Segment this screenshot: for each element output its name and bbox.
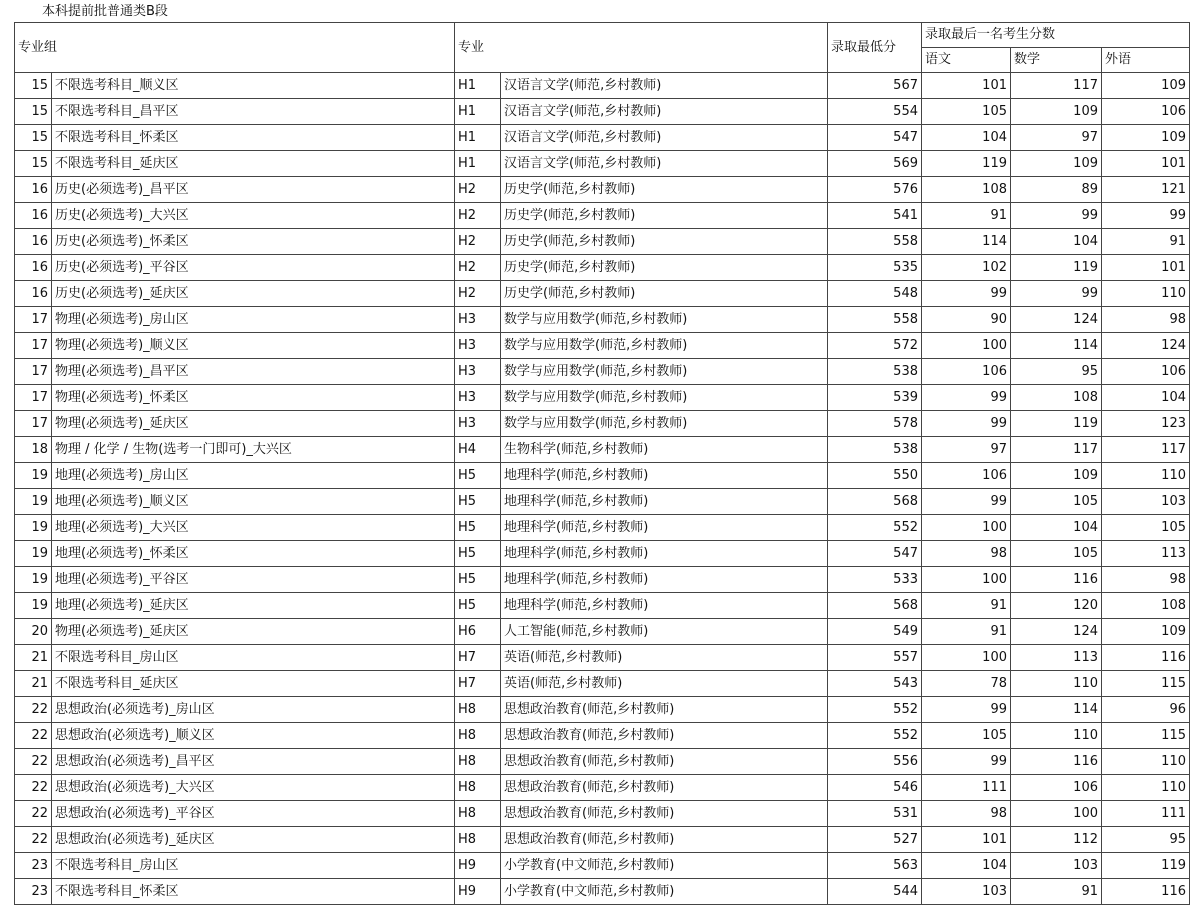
group-name-cell: 不限选考科目_昌平区 (52, 99, 455, 125)
major-name-cell: 地理科学(师范,乡村教师) (501, 567, 828, 593)
group-number-cell: 15 (15, 125, 52, 151)
group-name-cell: 物理(必须选考)_延庆区 (52, 619, 455, 645)
min-score-cell: 563 (828, 853, 922, 879)
group-number-cell: 21 (15, 645, 52, 671)
english-score-cell: 117 (1102, 437, 1190, 463)
group-name-cell: 思想政治(必须选考)_房山区 (52, 697, 455, 723)
group-number-cell: 21 (15, 671, 52, 697)
chinese-score-cell: 91 (922, 593, 1011, 619)
chinese-score-cell: 91 (922, 619, 1011, 645)
major-name-cell: 数学与应用数学(师范,乡村教师) (501, 333, 828, 359)
major-code-cell: H2 (455, 229, 501, 255)
group-name-cell: 地理(必须选考)_平谷区 (52, 567, 455, 593)
major-code-cell: H8 (455, 801, 501, 827)
table-row (15, 333, 1190, 359)
min-score-cell: 539 (828, 385, 922, 411)
major-name-cell: 小学教育(中文师范,乡村教师) (501, 853, 828, 879)
chinese-score-cell: 105 (922, 99, 1011, 125)
header-math: 数学 (1011, 48, 1102, 73)
group-name-cell: 不限选考科目_怀柔区 (52, 879, 455, 905)
chinese-score-cell: 99 (922, 749, 1011, 775)
group-number-cell: 19 (15, 567, 52, 593)
math-score-cell: 113 (1011, 645, 1102, 671)
chinese-score-cell: 105 (922, 723, 1011, 749)
math-score-cell: 104 (1011, 515, 1102, 541)
math-score-cell: 99 (1011, 203, 1102, 229)
major-code-cell: H8 (455, 697, 501, 723)
min-score-cell: 572 (828, 333, 922, 359)
group-name-cell: 思想政治(必须选考)_大兴区 (52, 775, 455, 801)
table-row (15, 593, 1190, 619)
chinese-score-cell: 99 (922, 697, 1011, 723)
english-score-cell: 115 (1102, 723, 1190, 749)
chinese-score-cell: 78 (922, 671, 1011, 697)
group-name-cell: 物理 / 化学 / 生物(选考一门即可)_大兴区 (52, 437, 455, 463)
major-name-cell: 生物科学(师范,乡村教师) (501, 437, 828, 463)
table-row (15, 567, 1190, 593)
group-number-cell: 23 (15, 879, 52, 905)
table-row (15, 411, 1190, 437)
min-score-cell: 531 (828, 801, 922, 827)
table-row (15, 281, 1190, 307)
chinese-score-cell: 106 (922, 463, 1011, 489)
math-score-cell: 103 (1011, 853, 1102, 879)
chinese-score-cell: 104 (922, 125, 1011, 151)
math-score-cell: 112 (1011, 827, 1102, 853)
group-number-cell: 17 (15, 307, 52, 333)
group-number-cell: 16 (15, 281, 52, 307)
header-english: 外语 (1102, 48, 1190, 73)
table-row (15, 177, 1190, 203)
group-name-cell: 物理(必须选考)_顺义区 (52, 333, 455, 359)
min-score-cell: 568 (828, 489, 922, 515)
math-score-cell: 116 (1011, 567, 1102, 593)
english-score-cell: 116 (1102, 645, 1190, 671)
min-score-cell: 547 (828, 125, 922, 151)
major-name-cell: 思想政治教育(师范,乡村教师) (501, 775, 828, 801)
min-score-cell: 554 (828, 99, 922, 125)
major-name-cell: 历史学(师范,乡村教师) (501, 203, 828, 229)
group-number-cell: 22 (15, 827, 52, 853)
english-score-cell: 109 (1102, 619, 1190, 645)
math-score-cell: 116 (1011, 749, 1102, 775)
english-score-cell: 109 (1102, 125, 1190, 151)
chinese-score-cell: 98 (922, 801, 1011, 827)
chinese-score-cell: 99 (922, 281, 1011, 307)
math-score-cell: 124 (1011, 307, 1102, 333)
table-row (15, 775, 1190, 801)
min-score-cell: 567 (828, 73, 922, 99)
table-row (15, 723, 1190, 749)
group-number-cell: 16 (15, 229, 52, 255)
major-code-cell: H3 (455, 411, 501, 437)
min-score-cell: 549 (828, 619, 922, 645)
english-score-cell: 98 (1102, 307, 1190, 333)
min-score-cell: 538 (828, 437, 922, 463)
major-name-cell: 思想政治教育(师范,乡村教师) (501, 697, 828, 723)
chinese-score-cell: 99 (922, 411, 1011, 437)
min-score-cell: 552 (828, 723, 922, 749)
min-score-cell: 538 (828, 359, 922, 385)
major-code-cell: H2 (455, 203, 501, 229)
group-number-cell: 22 (15, 697, 52, 723)
english-score-cell: 110 (1102, 775, 1190, 801)
min-score-cell: 543 (828, 671, 922, 697)
english-score-cell: 101 (1102, 255, 1190, 281)
major-name-cell: 汉语言文学(师范,乡村教师) (501, 99, 828, 125)
english-score-cell: 123 (1102, 411, 1190, 437)
chinese-score-cell: 114 (922, 229, 1011, 255)
math-score-cell: 91 (1011, 879, 1102, 905)
chinese-score-cell: 90 (922, 307, 1011, 333)
major-code-cell: H5 (455, 463, 501, 489)
group-name-cell: 地理(必须选考)_延庆区 (52, 593, 455, 619)
chinese-score-cell: 101 (922, 827, 1011, 853)
min-score-cell: 550 (828, 463, 922, 489)
table-row (15, 879, 1190, 905)
major-name-cell: 历史学(师范,乡村教师) (501, 229, 828, 255)
table-body (15, 73, 1190, 905)
math-score-cell: 109 (1011, 151, 1102, 177)
major-name-cell: 历史学(师范,乡村教师) (501, 281, 828, 307)
group-name-cell: 物理(必须选考)_延庆区 (52, 411, 455, 437)
english-score-cell: 124 (1102, 333, 1190, 359)
group-name-cell: 历史(必须选考)_平谷区 (52, 255, 455, 281)
group-number-cell: 18 (15, 437, 52, 463)
chinese-score-cell: 99 (922, 489, 1011, 515)
chinese-score-cell: 100 (922, 567, 1011, 593)
min-score-cell: 546 (828, 775, 922, 801)
major-code-cell: H9 (455, 879, 501, 905)
chinese-score-cell: 91 (922, 203, 1011, 229)
group-number-cell: 22 (15, 801, 52, 827)
table-row (15, 437, 1190, 463)
major-name-cell: 数学与应用数学(师范,乡村教师) (501, 307, 828, 333)
group-number-cell: 22 (15, 749, 52, 775)
math-score-cell: 100 (1011, 801, 1102, 827)
major-name-cell: 历史学(师范,乡村教师) (501, 177, 828, 203)
chinese-score-cell: 108 (922, 177, 1011, 203)
major-name-cell: 历史学(师范,乡村教师) (501, 255, 828, 281)
group-number-cell: 16 (15, 177, 52, 203)
math-score-cell: 114 (1011, 697, 1102, 723)
major-name-cell: 小学教育(中文师范,乡村教师) (501, 879, 828, 905)
group-name-cell: 历史(必须选考)_怀柔区 (52, 229, 455, 255)
english-score-cell: 119 (1102, 853, 1190, 879)
chinese-score-cell: 104 (922, 853, 1011, 879)
table-caption: 本科提前批普通类B段 (42, 4, 168, 19)
group-number-cell: 15 (15, 73, 52, 99)
english-score-cell: 110 (1102, 281, 1190, 307)
major-code-cell: H3 (455, 359, 501, 385)
chinese-score-cell: 100 (922, 333, 1011, 359)
admission-scores-table (14, 22, 1190, 905)
min-score-cell: 569 (828, 151, 922, 177)
min-score-cell: 558 (828, 229, 922, 255)
major-code-cell: H7 (455, 645, 501, 671)
table-row (15, 151, 1190, 177)
math-score-cell: 105 (1011, 489, 1102, 515)
english-score-cell: 106 (1102, 359, 1190, 385)
min-score-cell: 547 (828, 541, 922, 567)
table-row (15, 229, 1190, 255)
math-score-cell: 109 (1011, 99, 1102, 125)
chinese-score-cell: 101 (922, 73, 1011, 99)
group-number-cell: 17 (15, 359, 52, 385)
min-score-cell: 568 (828, 593, 922, 619)
table-row (15, 255, 1190, 281)
min-score-cell: 527 (828, 827, 922, 853)
group-name-cell: 不限选考科目_怀柔区 (52, 125, 455, 151)
english-score-cell: 104 (1102, 385, 1190, 411)
group-number-cell: 19 (15, 541, 52, 567)
header-min-score: 录取最低分 (828, 23, 922, 73)
major-code-cell: H8 (455, 775, 501, 801)
min-score-cell: 548 (828, 281, 922, 307)
chinese-score-cell: 97 (922, 437, 1011, 463)
major-code-cell: H8 (455, 723, 501, 749)
group-number-cell: 20 (15, 619, 52, 645)
english-score-cell: 96 (1102, 697, 1190, 723)
group-name-cell: 地理(必须选考)_房山区 (52, 463, 455, 489)
major-name-cell: 汉语言文学(师范,乡村教师) (501, 151, 828, 177)
major-name-cell: 英语(师范,乡村教师) (501, 671, 828, 697)
major-code-cell: H1 (455, 125, 501, 151)
english-score-cell: 116 (1102, 879, 1190, 905)
group-name-cell: 思想政治(必须选考)_延庆区 (52, 827, 455, 853)
major-code-cell: H3 (455, 307, 501, 333)
table-row (15, 697, 1190, 723)
group-name-cell: 历史(必须选考)_延庆区 (52, 281, 455, 307)
min-score-cell: 576 (828, 177, 922, 203)
group-name-cell: 地理(必须选考)_顺义区 (52, 489, 455, 515)
math-score-cell: 106 (1011, 775, 1102, 801)
english-score-cell: 99 (1102, 203, 1190, 229)
group-name-cell: 思想政治(必须选考)_顺义区 (52, 723, 455, 749)
min-score-cell: 578 (828, 411, 922, 437)
table-row (15, 73, 1190, 99)
major-name-cell: 汉语言文学(师范,乡村教师) (501, 73, 828, 99)
major-name-cell: 思想政治教育(师范,乡村教师) (501, 801, 828, 827)
chinese-score-cell: 103 (922, 879, 1011, 905)
table-row (15, 645, 1190, 671)
table-header (15, 23, 1190, 73)
major-code-cell: H1 (455, 99, 501, 125)
major-code-cell: H4 (455, 437, 501, 463)
major-code-cell: H5 (455, 489, 501, 515)
major-code-cell: H7 (455, 671, 501, 697)
min-score-cell: 535 (828, 255, 922, 281)
table-row (15, 827, 1190, 853)
english-score-cell: 95 (1102, 827, 1190, 853)
major-name-cell: 数学与应用数学(师范,乡村教师) (501, 385, 828, 411)
english-score-cell: 113 (1102, 541, 1190, 567)
table-row (15, 125, 1190, 151)
group-number-cell: 17 (15, 333, 52, 359)
math-score-cell: 110 (1011, 671, 1102, 697)
major-code-cell: H6 (455, 619, 501, 645)
min-score-cell: 556 (828, 749, 922, 775)
english-score-cell: 111 (1102, 801, 1190, 827)
major-name-cell: 数学与应用数学(师范,乡村教师) (501, 359, 828, 385)
group-name-cell: 物理(必须选考)_昌平区 (52, 359, 455, 385)
group-number-cell: 19 (15, 593, 52, 619)
chinese-score-cell: 119 (922, 151, 1011, 177)
min-score-cell: 552 (828, 515, 922, 541)
major-code-cell: H8 (455, 827, 501, 853)
major-code-cell: H3 (455, 385, 501, 411)
group-number-cell: 23 (15, 853, 52, 879)
english-score-cell: 98 (1102, 567, 1190, 593)
chinese-score-cell: 111 (922, 775, 1011, 801)
math-score-cell: 117 (1011, 437, 1102, 463)
table-row (15, 489, 1190, 515)
group-name-cell: 地理(必须选考)_怀柔区 (52, 541, 455, 567)
group-name-cell: 不限选考科目_顺义区 (52, 73, 455, 99)
english-score-cell: 108 (1102, 593, 1190, 619)
group-number-cell: 22 (15, 723, 52, 749)
group-number-cell: 19 (15, 515, 52, 541)
major-code-cell: H2 (455, 177, 501, 203)
group-number-cell: 19 (15, 489, 52, 515)
chinese-score-cell: 106 (922, 359, 1011, 385)
group-name-cell: 不限选考科目_房山区 (52, 853, 455, 879)
english-score-cell: 110 (1102, 749, 1190, 775)
min-score-cell: 558 (828, 307, 922, 333)
group-number-cell: 16 (15, 255, 52, 281)
english-score-cell: 109 (1102, 73, 1190, 99)
group-name-cell: 历史(必须选考)_昌平区 (52, 177, 455, 203)
english-score-cell: 121 (1102, 177, 1190, 203)
english-score-cell: 115 (1102, 671, 1190, 697)
english-score-cell: 101 (1102, 151, 1190, 177)
table-row (15, 671, 1190, 697)
major-code-cell: H5 (455, 593, 501, 619)
major-name-cell: 人工智能(师范,乡村教师) (501, 619, 828, 645)
group-number-cell: 16 (15, 203, 52, 229)
table-row (15, 203, 1190, 229)
header-group: 专业组 (15, 23, 455, 73)
math-score-cell: 97 (1011, 125, 1102, 151)
math-score-cell: 89 (1011, 177, 1102, 203)
group-name-cell: 历史(必须选考)_大兴区 (52, 203, 455, 229)
major-code-cell: H2 (455, 255, 501, 281)
major-code-cell: H1 (455, 73, 501, 99)
major-code-cell: H1 (455, 151, 501, 177)
math-score-cell: 119 (1011, 411, 1102, 437)
english-score-cell: 103 (1102, 489, 1190, 515)
table-row (15, 463, 1190, 489)
min-score-cell: 544 (828, 879, 922, 905)
group-name-cell: 地理(必须选考)_大兴区 (52, 515, 455, 541)
table-row (15, 385, 1190, 411)
major-code-cell: H5 (455, 515, 501, 541)
min-score-cell: 541 (828, 203, 922, 229)
major-name-cell: 地理科学(师范,乡村教师) (501, 593, 828, 619)
major-name-cell: 英语(师范,乡村教师) (501, 645, 828, 671)
chinese-score-cell: 98 (922, 541, 1011, 567)
header-last-scores: 录取最后一名考生分数 (922, 23, 1190, 48)
math-score-cell: 109 (1011, 463, 1102, 489)
major-code-cell: H8 (455, 749, 501, 775)
major-code-cell: H3 (455, 333, 501, 359)
chinese-score-cell: 100 (922, 515, 1011, 541)
math-score-cell: 105 (1011, 541, 1102, 567)
major-name-cell: 思想政治教育(师范,乡村教师) (501, 827, 828, 853)
table-row (15, 359, 1190, 385)
header-major: 专业 (455, 23, 828, 73)
major-name-cell: 地理科学(师范,乡村教师) (501, 515, 828, 541)
min-score-cell: 557 (828, 645, 922, 671)
english-score-cell: 105 (1102, 515, 1190, 541)
group-number-cell: 17 (15, 411, 52, 437)
english-score-cell: 106 (1102, 99, 1190, 125)
group-name-cell: 物理(必须选考)_怀柔区 (52, 385, 455, 411)
math-score-cell: 95 (1011, 359, 1102, 385)
major-code-cell: H5 (455, 541, 501, 567)
chinese-score-cell: 100 (922, 645, 1011, 671)
group-number-cell: 19 (15, 463, 52, 489)
math-score-cell: 117 (1011, 73, 1102, 99)
major-name-cell: 数学与应用数学(师范,乡村教师) (501, 411, 828, 437)
major-code-cell: H9 (455, 853, 501, 879)
group-number-cell: 22 (15, 775, 52, 801)
group-name-cell: 不限选考科目_延庆区 (52, 671, 455, 697)
group-name-cell: 思想政治(必须选考)_昌平区 (52, 749, 455, 775)
group-number-cell: 15 (15, 99, 52, 125)
chinese-score-cell: 99 (922, 385, 1011, 411)
major-name-cell: 汉语言文学(师范,乡村教师) (501, 125, 828, 151)
math-score-cell: 99 (1011, 281, 1102, 307)
math-score-cell: 104 (1011, 229, 1102, 255)
table-row (15, 515, 1190, 541)
min-score-cell: 552 (828, 697, 922, 723)
table-row (15, 99, 1190, 125)
major-name-cell: 地理科学(师范,乡村教师) (501, 489, 828, 515)
table-row (15, 307, 1190, 333)
english-score-cell: 110 (1102, 463, 1190, 489)
chinese-score-cell: 102 (922, 255, 1011, 281)
group-number-cell: 15 (15, 151, 52, 177)
header-chinese: 语文 (922, 48, 1011, 73)
major-name-cell: 地理科学(师范,乡村教师) (501, 541, 828, 567)
major-name-cell: 思想政治教育(师范,乡村教师) (501, 749, 828, 775)
table-row (15, 619, 1190, 645)
math-score-cell: 108 (1011, 385, 1102, 411)
table-row (15, 749, 1190, 775)
math-score-cell: 120 (1011, 593, 1102, 619)
math-score-cell: 110 (1011, 723, 1102, 749)
table-row (15, 541, 1190, 567)
group-name-cell: 不限选考科目_房山区 (52, 645, 455, 671)
group-name-cell: 不限选考科目_延庆区 (52, 151, 455, 177)
math-score-cell: 119 (1011, 255, 1102, 281)
group-name-cell: 物理(必须选考)_房山区 (52, 307, 455, 333)
english-score-cell: 91 (1102, 229, 1190, 255)
major-name-cell: 思想政治教育(师范,乡村教师) (501, 723, 828, 749)
min-score-cell: 533 (828, 567, 922, 593)
math-score-cell: 114 (1011, 333, 1102, 359)
major-code-cell: H2 (455, 281, 501, 307)
table-row (15, 853, 1190, 879)
major-name-cell: 地理科学(师范,乡村教师) (501, 463, 828, 489)
table-row (15, 801, 1190, 827)
math-score-cell: 124 (1011, 619, 1102, 645)
group-number-cell: 17 (15, 385, 52, 411)
major-code-cell: H5 (455, 567, 501, 593)
group-name-cell: 思想政治(必须选考)_平谷区 (52, 801, 455, 827)
